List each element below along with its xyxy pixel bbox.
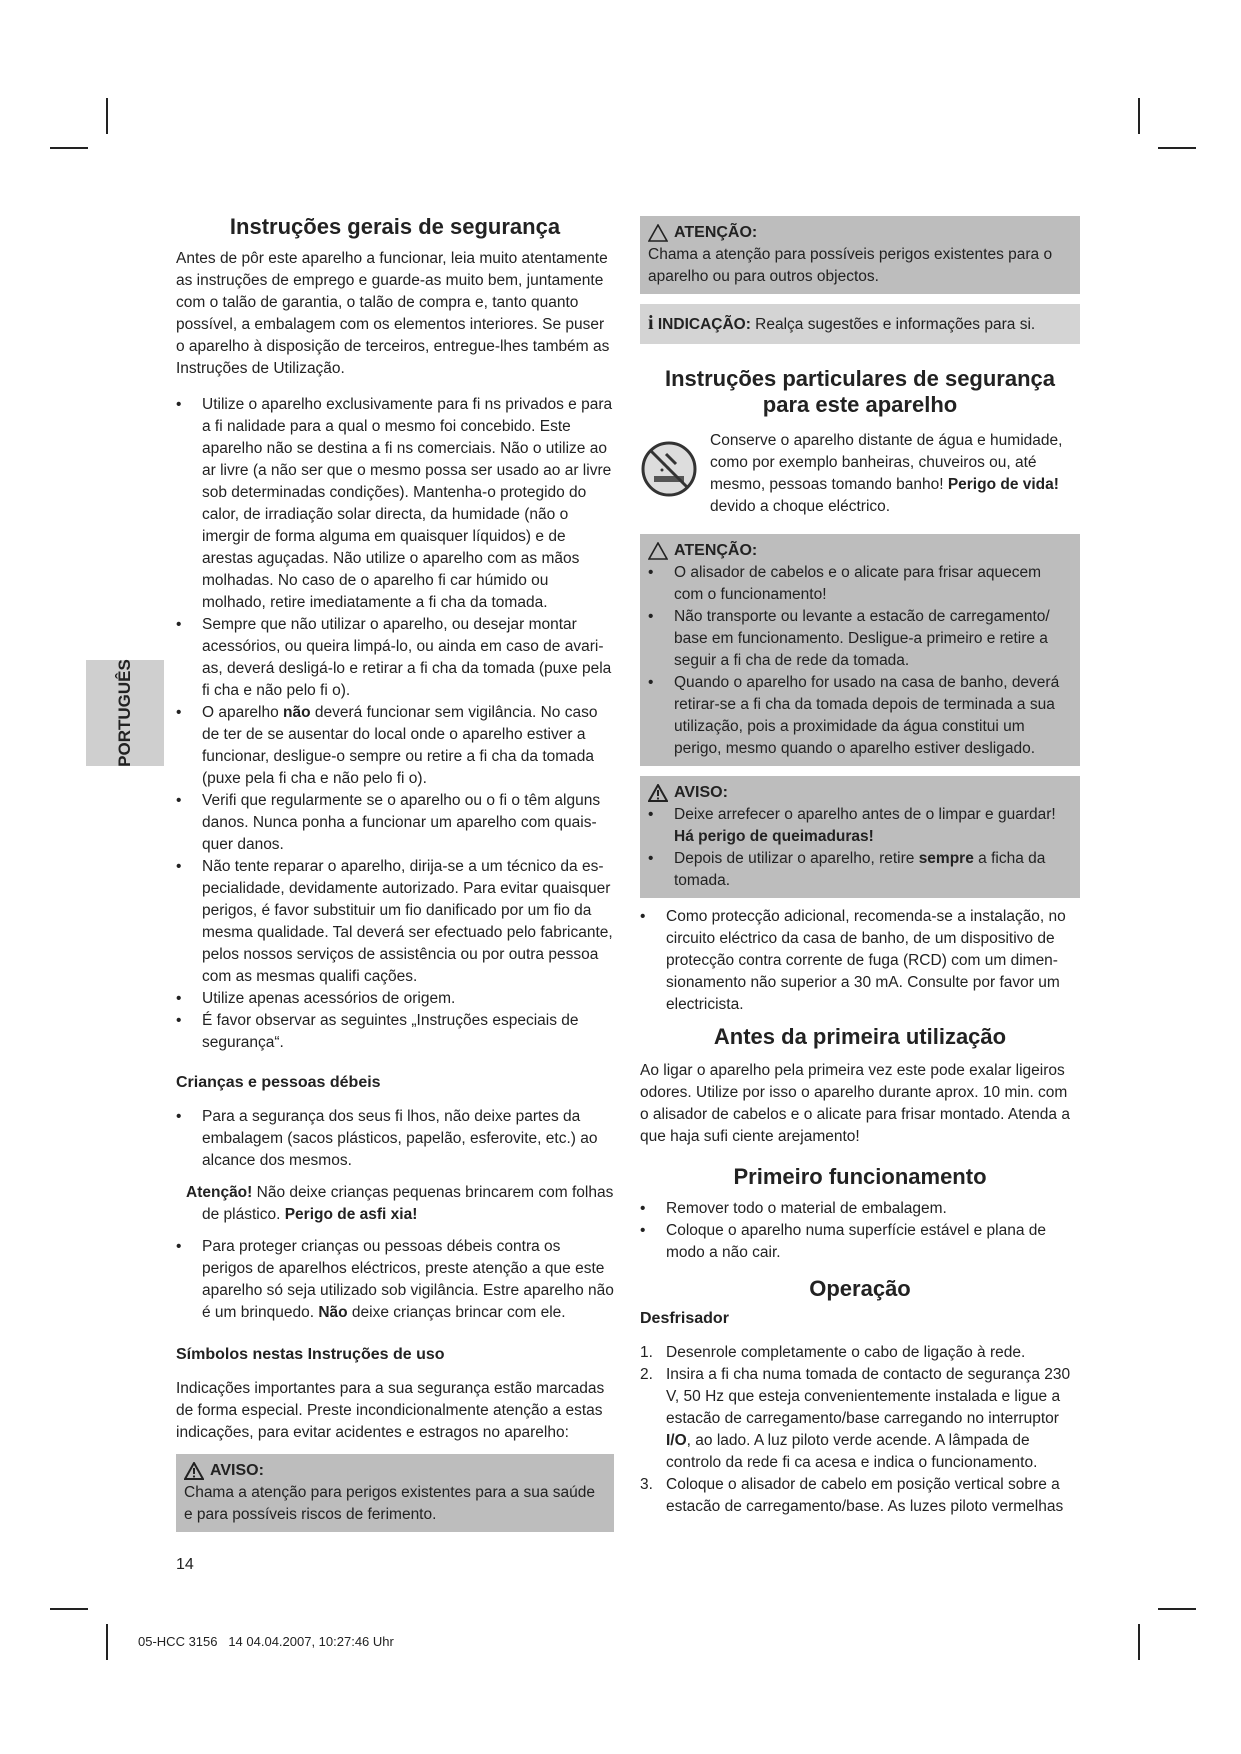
list-item: • Como protecção adicional, recomenda-se a instalação, no circuito eléctrico da casa de banho, de um dispositivo de protecção contra corrente de fuga (RCD) com um dimen-sionamento não superior a 30 mA. Consulte por favor um electricista. — [640, 906, 1080, 1016]
list-item: 3. Coloque o alisador de cabelo em posição vertical sobre a estacão de carregamento/base. As luzes piloto vermelhas — [640, 1476, 1064, 1515]
list-item: • Coloque o aparelho numa superfície estável e plana de modo a não cair. — [640, 1220, 1080, 1264]
language-tab — [86, 660, 164, 766]
desfrisador-title: Desfrisador — [640, 1310, 729, 1327]
list-item: • Utilize apenas acessórios de origem. — [176, 988, 614, 1010]
crop-mark — [50, 147, 88, 149]
list-item: • Remover todo o material de embalagem. — [640, 1198, 1080, 1220]
info-icon: i — [648, 312, 654, 334]
indicacao-label: INDICAÇÃO: — [657, 316, 751, 333]
symbols-title: Símbolos nestas Instruções de uso — [176, 1346, 445, 1363]
list-item: • Verifi que regularmente se o aparelho ou o fi o têm alguns danos. Nunca ponha a funcionar um aparelho com quais-quer danos. — [176, 790, 614, 856]
list-item: • Deixe arrefecer o aparelho antes de o limpar e guardar! Há perigo de queimaduras! — [648, 804, 1072, 848]
crop-mark — [1158, 1608, 1196, 1610]
atencao-text: Chama a atenção para possíveis perigos existentes para o aparelho ou para outros objectos. — [648, 246, 1053, 285]
indicacao-box — [640, 304, 1080, 344]
aviso-title: AVISO: — [674, 784, 728, 801]
no-water-icon — [640, 440, 698, 498]
first-use-paragraph: Ao ligar o aparelho pela primeira vez este pode exalar ligeiros odores. Utilize por isso o aparelho durante aprox. 10 min. com o alisador de cabelos e o alicate para frisar montado. Atenda a que haja sufi ciente arejamento! — [640, 1062, 1070, 1145]
attention-note: Atenção! Não deixe crianças pequenas brincarem com folhas de plástico. Perigo de asfi xia! — [186, 1184, 614, 1223]
list-item: 1. Desenrole completamente o cabo de ligação à rede. — [640, 1344, 1026, 1361]
crop-mark — [1158, 147, 1196, 149]
print-footer: 05-HCC 3156 14 04.04.2007, 10:27:46 Uhr — [138, 1634, 394, 1649]
language-label: PORTUGUÊS — [115, 659, 134, 767]
particular-safety-title: Instruções particulares de segurança para este aparelho — [664, 366, 1056, 417]
aviso-text: Chama a atenção para perigos existentes para a sua saúde e para possíveis riscos de ferimento. — [184, 1484, 596, 1523]
first-use-title: Antes da primeira utilização — [713, 1024, 1007, 1049]
warning-icon — [184, 1462, 204, 1480]
list-item: • Quando o aparelho for usado na casa de banho, deverá retirar-se a fi cha da tomada depois de terminada a sua utilização, pois a proximidade da água constitui um perigo, mesmo quando o aparelho estiver desligado. — [648, 672, 1072, 760]
children-title: Crianças e pessoas débeis — [176, 1074, 381, 1091]
crop-mark — [106, 98, 108, 134]
aviso-list-box — [640, 776, 1080, 898]
symbols-paragraph: Indicações importantes para a sua segurança estão marcadas de forma especial. Preste incondicionalmente atenção a estas indicações, para evitar acidentes e estragos no aparelho: — [176, 1380, 605, 1441]
left-column — [176, 214, 614, 1532]
first-operation-title: Primeiro funcionamento — [733, 1164, 987, 1189]
list-item: • É favor observar as seguintes „Instruções especiais de segurança“. — [176, 1010, 614, 1054]
aviso-title: AVISO: — [210, 1462, 264, 1479]
indicacao-text: Realça sugestões e informações para si. — [750, 316, 1036, 333]
crop-mark — [50, 1608, 88, 1610]
list-item: • Utilize o aparelho exclusivamente para fi ns privados e para a fi nalidade para a qual o mesmo foi concebido. Este aparelho não se destina a fi ns comerciais. Não o utilize ao ar livre (a não ser que o mesmo possa ser usado ao ar livre sob determinadas condições). Mantenha-o protegido do calor, de irradiação solar directa, da humidade (não o imergir de forma alguma em quaisquer líquidos) e de arestas aguçadas. Não utilize o aparelho com as mãos molhadas. No caso de o aparelho fi car húmido ou molhado, retire imediatamente a fi cha da tomada. — [176, 394, 614, 614]
list-item: • Não transporte ou levante a estacão de carregamento/ base em funcionamento. Desligue-a primeiro e retire a seguir a fi cha de rede da tomada. — [648, 606, 1072, 672]
crop-mark — [1138, 98, 1140, 134]
page-number: 14 — [176, 1556, 194, 1573]
right-column — [640, 216, 1080, 1518]
atencao-box — [640, 216, 1080, 294]
intro-paragraph: Antes de pôr este aparelho a funcionar, leia muito atentamente as instruções de emprego e guarde-as muito bem, juntamente com o talão de garantia, o talão de compra e, tanto quanto possível, a embalagem com os elementos interiores. Se puser o aparelho à disposição de terceiros, entregue-lhes também as Instruções de Utilização. — [176, 250, 610, 377]
atencao-title: ATENÇÃO: — [674, 224, 758, 241]
water-warning: Conserve o aparelho distante de água e humidade, como por exemplo banheiras, chuveiros ou, até mesmo, pessoas tomando banho! Perigo de vida! devido a choque eléctrico. — [640, 430, 1080, 518]
crop-mark — [1138, 1624, 1140, 1660]
safety-list — [176, 394, 614, 1054]
crop-mark — [106, 1624, 108, 1660]
steps-list — [640, 1342, 1080, 1518]
atencao-title: ATENÇÃO: — [674, 542, 758, 559]
aviso-box — [176, 1454, 614, 1532]
general-safety-title: Instruções gerais de segurança — [229, 214, 561, 239]
list-item: • Depois de utilizar o aparelho, retire sempre a ficha da tomada. — [648, 848, 1072, 892]
list-item: • Para proteger crianças ou pessoas débeis contra os perigos de aparelhos eléctricos, preste atenção a que este aparelho só seja utilizado sob vigilância. Estre aparelho não é um brinquedo. Não deixe crianças brincar com ele. — [176, 1236, 614, 1324]
caution-icon — [648, 224, 668, 242]
list-item: • Sempre que não utilizar o aparelho, ou desejar montar acessórios, ou queira limpá-lo, ou ainda em caso de avari-as, deverá desligá-lo e retirar a fi cha da tomada (puxe pela fi cha e não pelo fi o). — [176, 614, 614, 702]
list-item: • O alisador de cabelos e o alicate para frisar aquecem com o funcionamento! — [648, 562, 1072, 606]
warning-icon — [648, 784, 668, 802]
operation-title: Operação — [809, 1276, 911, 1301]
list-item: • Para a segurança dos seus fi lhos, não deixe partes da embalagem (sacos plásticos, papelão, esferovite, etc.) ao alcance dos mesmos. — [176, 1106, 614, 1172]
caution-icon — [648, 542, 668, 560]
atencao-list-box — [640, 534, 1080, 766]
list-item: • Não tente reparar o aparelho, dirija-se a um técnico da es-pecialidade, devidamente autorizado. Para evitar quaisquer perigos, é favor substituir um fio danificado por um fio da mesma qualidade. Tal deverá ser efectuado pelo fabricante, pelos nossos serviços de assistência ou por outra pessoa com as mesmas qualifi cações. — [176, 856, 614, 988]
list-item: 2. Insira a fi cha numa tomada de contacto de segurança 230 V, 50 Hz que esteja convenientemente instalada e ligue a estacão de carregamento/base carregando no interruptor I/O, ao lado. A luz piloto verde acende. A lâmpada de controlo da rede fi ca acesa e indica o funcionamento. — [640, 1366, 1071, 1471]
list-item: • O aparelho não deverá funcionar sem vigilância. No caso de ter de se ausentar do local onde o aparelho estiver a funcionar, desligue-o sempre ou retire a fi cha da tomada (puxe pela fi cha e não pelo fi o). — [176, 702, 614, 790]
